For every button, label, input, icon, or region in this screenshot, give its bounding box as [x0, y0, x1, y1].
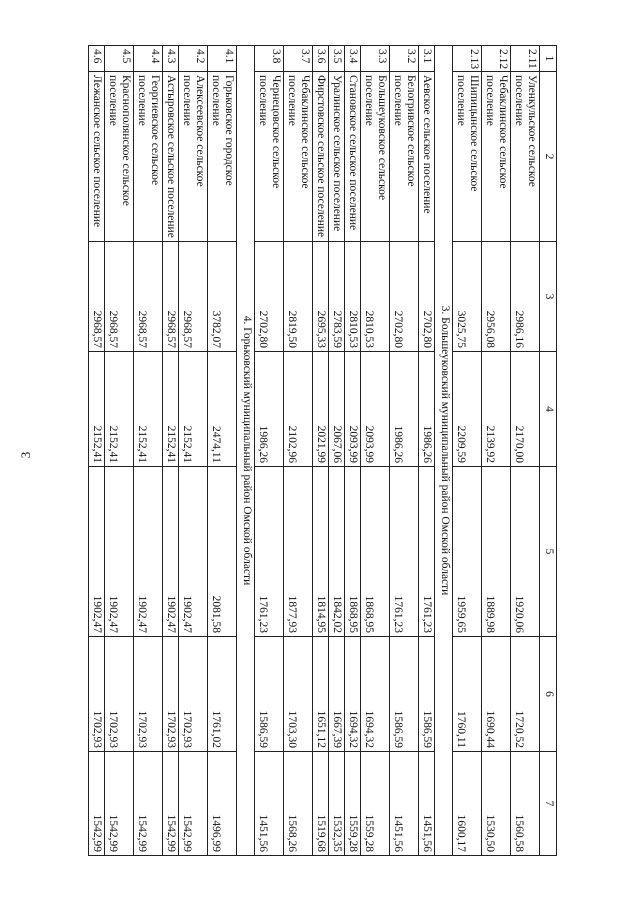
settlement-name: Алексеевское сельское поселение — [179, 72, 208, 242]
table-row — [255, 46, 284, 856]
settlement-name: Белогривское сельское поселение — [390, 72, 419, 242]
value-cell: 1902,47 — [89, 467, 105, 637]
value-cell: 2093,99 — [361, 352, 390, 467]
header-cell: 2 — [540, 72, 557, 242]
table-row — [453, 46, 482, 856]
settlement-name: Чебаклинское сельское поселение — [482, 72, 511, 242]
value-cell: 1814,95 — [313, 467, 329, 637]
value-cell: 2474,11 — [208, 352, 237, 467]
value-cell: 2819,50 — [284, 242, 313, 352]
settlement-name: Фирстовское сельское поселение — [313, 72, 329, 242]
row-number: 3.8 — [255, 46, 284, 72]
value-cell: 1761,23 — [419, 467, 435, 637]
header-cell: 1 — [540, 46, 557, 72]
row-number: 2.12 — [482, 46, 511, 72]
settlement-name: Горьковское городское поселение — [208, 72, 237, 242]
settlement-name: Аевское сельское поселение — [419, 72, 435, 242]
value-cell: 1600,17 — [453, 752, 482, 856]
settlement-name: Краснополянское сельское поселение — [105, 72, 134, 242]
value-cell: 1694,32 — [361, 637, 390, 752]
value-cell: 2139,92 — [482, 352, 511, 467]
value-cell: 1530,50 — [482, 752, 511, 856]
value-cell: 1542,99 — [89, 752, 105, 856]
settlement-name: Уленкульское сельское поселение — [511, 72, 540, 242]
value-cell: 2968,57 — [105, 242, 134, 352]
value-cell: 1868,95 — [345, 467, 361, 637]
value-cell: 2152,41 — [89, 352, 105, 467]
row-number: 4.3 — [163, 46, 179, 72]
value-cell: 1586,59 — [419, 637, 435, 752]
value-cell: 2956,08 — [482, 242, 511, 352]
table-row — [419, 46, 435, 856]
table-row — [208, 46, 237, 856]
value-cell: 1986,26 — [255, 352, 284, 467]
value-cell: 1586,59 — [255, 637, 284, 752]
row-number: 3.4 — [345, 46, 361, 72]
value-cell: 2702,80 — [255, 242, 284, 352]
table-row — [284, 46, 313, 856]
value-cell: 2152,41 — [105, 352, 134, 467]
value-cell: 2810,53 — [345, 242, 361, 352]
value-cell: 1702,93 — [134, 637, 163, 752]
table-row — [163, 46, 179, 856]
row-number: 4.2 — [179, 46, 208, 72]
value-cell: 1560,58 — [511, 752, 540, 856]
row-number: 3.7 — [284, 46, 313, 72]
value-cell: 1586,59 — [390, 637, 419, 752]
value-cell: 3025,75 — [453, 242, 482, 352]
value-cell: 1702,93 — [163, 637, 179, 752]
value-cell: 2081,58 — [208, 467, 237, 637]
settlement-name: Чернецовское сельское поселение — [255, 72, 284, 242]
table-row — [105, 46, 134, 856]
section-header-row — [237, 46, 255, 856]
value-cell: 1559,28 — [345, 752, 361, 856]
section-header-row — [435, 46, 453, 856]
row-number: 2.13 — [453, 46, 482, 72]
section-title: 4. Горьковский муниципальный район Омской области — [237, 46, 255, 856]
header-cell: 3 — [540, 242, 557, 352]
settlement-name: Георгиевское сельское поселение — [134, 72, 163, 242]
table-row — [390, 46, 419, 856]
table-row — [89, 46, 105, 856]
row-number: 3.6 — [313, 46, 329, 72]
value-cell: 2968,57 — [89, 242, 105, 352]
value-cell: 1532,35 — [329, 752, 345, 856]
value-cell: 2783,59 — [329, 242, 345, 352]
table-row — [329, 46, 345, 856]
value-cell: 3782,07 — [208, 242, 237, 352]
value-cell: 2093,99 — [345, 352, 361, 467]
table-row — [482, 46, 511, 856]
header-cell: 5 — [540, 467, 557, 637]
table-row — [511, 46, 540, 856]
value-cell: 2968,57 — [163, 242, 179, 352]
value-cell: 1542,99 — [105, 752, 134, 856]
row-number: 4.1 — [208, 46, 237, 72]
settlement-name: Большеуковское сельское поселение — [361, 72, 390, 242]
value-cell: 1451,56 — [419, 752, 435, 856]
value-cell: 1690,44 — [482, 637, 511, 752]
value-cell: 1519,68 — [313, 752, 329, 856]
value-cell: 2170,00 — [511, 352, 540, 467]
value-cell: 1877,93 — [284, 467, 313, 637]
table-row — [345, 46, 361, 856]
value-cell: 2152,41 — [163, 352, 179, 467]
header-cell: 6 — [540, 637, 557, 752]
value-cell: 2102,96 — [284, 352, 313, 467]
settlement-name: Шипицынское сельское поселение — [453, 72, 482, 242]
section-title: 3. Большеуковский муниципальный район Омской области — [435, 46, 453, 856]
row-number: 4.6 — [89, 46, 105, 72]
row-number: 4.4 — [134, 46, 163, 72]
value-cell: 1868,95 — [361, 467, 390, 637]
value-cell: 1542,99 — [163, 752, 179, 856]
value-cell: 1568,26 — [284, 752, 313, 856]
settlement-name: Становское сельское поселение — [345, 72, 361, 242]
value-cell: 1902,47 — [163, 467, 179, 637]
value-cell: 2152,41 — [179, 352, 208, 467]
row-number: 3.2 — [390, 46, 419, 72]
value-cell: 1703,30 — [284, 637, 313, 752]
value-cell: 2702,80 — [419, 242, 435, 352]
value-cell: 1889,98 — [482, 467, 511, 637]
settlement-name: Астыровское сельское поселение — [163, 72, 179, 242]
value-cell: 2702,80 — [390, 242, 419, 352]
value-cell: 1920,06 — [511, 467, 540, 637]
value-cell: 1959,65 — [453, 467, 482, 637]
row-number: 3.3 — [361, 46, 390, 72]
value-cell: 1451,56 — [390, 752, 419, 856]
value-cell: 1902,47 — [105, 467, 134, 637]
settlement-name: Уралинское сельское поселение — [329, 72, 345, 242]
value-cell: 1720,52 — [511, 637, 540, 752]
header-row — [540, 46, 557, 856]
table-row — [313, 46, 329, 856]
table-row — [179, 46, 208, 856]
header-cell: 4 — [540, 352, 557, 467]
value-cell: 2810,53 — [361, 242, 390, 352]
value-cell: 1651,12 — [313, 637, 329, 752]
table-row — [361, 46, 390, 856]
value-cell: 1667,39 — [329, 637, 345, 752]
value-cell: 1761,23 — [390, 467, 419, 637]
row-number: 3.5 — [329, 46, 345, 72]
settlement-name: Лежанское сельское поселение — [89, 72, 105, 242]
value-cell: 2209,59 — [453, 352, 482, 467]
value-cell: 2695,33 — [313, 242, 329, 352]
value-cell: 1702,93 — [179, 637, 208, 752]
value-cell: 1760,11 — [453, 637, 482, 752]
value-cell: 1559,28 — [361, 752, 390, 856]
row-number: 2.11 — [511, 46, 540, 72]
value-cell: 1451,56 — [255, 752, 284, 856]
value-cell: 1761,23 — [255, 467, 284, 637]
value-cell: 1702,93 — [105, 637, 134, 752]
table-body — [89, 46, 557, 856]
table-row — [134, 46, 163, 856]
header-cell: 7 — [540, 752, 557, 856]
value-cell: 1842,02 — [329, 467, 345, 637]
row-number: 4.5 — [105, 46, 134, 72]
value-cell: 1986,26 — [390, 352, 419, 467]
value-cell: 2021,99 — [313, 352, 329, 467]
value-cell: 1902,47 — [134, 467, 163, 637]
value-cell: 1986,26 — [419, 352, 435, 467]
value-cell: 1542,99 — [134, 752, 163, 856]
value-cell: 1702,93 — [89, 637, 105, 752]
value-cell: 1694,32 — [345, 637, 361, 752]
settlement-name: Чебаклинское сельское поселение — [284, 72, 313, 242]
value-cell: 1902,47 — [179, 467, 208, 637]
value-cell: 2067,06 — [329, 352, 345, 467]
value-cell: 1496,99 — [208, 752, 237, 856]
value-cell: 2986,16 — [511, 242, 540, 352]
value-cell: 2968,57 — [134, 242, 163, 352]
tariff-table — [88, 45, 557, 856]
page-number: 3 — [18, 451, 33, 459]
row-number: 3.1 — [419, 46, 435, 72]
value-cell: 1542,99 — [179, 752, 208, 856]
value-cell: 2968,57 — [179, 242, 208, 352]
value-cell: 1761,02 — [208, 637, 237, 752]
value-cell: 2152,41 — [134, 352, 163, 467]
